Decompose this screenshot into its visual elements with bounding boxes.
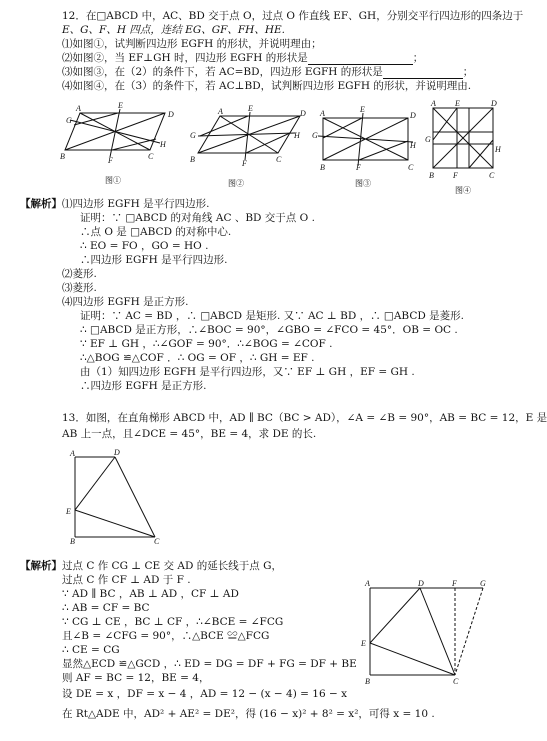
svg-text:C: C bbox=[489, 171, 495, 180]
svg-text:E: E bbox=[66, 507, 71, 516]
sol12-line1: 【解析】⑴四边形 EGFH 是平行四边形. bbox=[20, 198, 210, 210]
sol12-line9: 证明：∵ AC = BD ，∴ □ABCD 是矩形. 又∵ AC ⊥ BD ，∴ □ABCD 是菱形. bbox=[80, 310, 464, 322]
sol13-line2: 过点 C 作 CF ⊥ AD 于 F . bbox=[62, 574, 191, 586]
figure-1-caption: 图① bbox=[105, 176, 121, 185]
svg-text:G: G bbox=[480, 579, 486, 588]
sol13-line9: 则 AF = BC = 12，BE = 4， bbox=[62, 672, 210, 684]
svg-text:C: C bbox=[453, 677, 459, 686]
sol12-line13: 由（1）知四边形 EGFH 是平行四边形，又∵ EF ⊥ GH ，EF = GH . bbox=[80, 366, 415, 378]
sol13-line4: ∴ AB = CF = BC bbox=[62, 602, 150, 614]
svg-text:B: B bbox=[365, 677, 370, 686]
svg-text:G: G bbox=[66, 116, 72, 125]
q12-part2: ⑵如图②，当 EF⊥GH 时，四边形 EGFH 的形状是 ； bbox=[62, 52, 424, 64]
svg-text:B: B bbox=[70, 537, 75, 546]
svg-text:A: A bbox=[365, 579, 370, 588]
sol13-line6: 且∠B = ∠CFG = 90°，∴△BCE ≌△FCG bbox=[62, 630, 270, 642]
svg-text:G: G bbox=[190, 131, 196, 140]
svg-text:D: D bbox=[410, 111, 416, 120]
svg-text:A: A bbox=[320, 109, 325, 118]
q12-part4: ⑷如图④，在（3）的条件下，若 AC⊥BD，试判断四边形 EGFH 的形状，并说明理由. bbox=[62, 80, 472, 92]
sol12-line4: ∴ EO = FO ，GO = HO . bbox=[80, 240, 209, 252]
q13-line2: AB 上一点，且∠DCE = 45°，BE = 4，求 DE 的长. bbox=[62, 428, 317, 440]
sol13-line10: 设 DE = x ，DF = x − 4 ，AD = 12 − (x − 4) = 16 − x bbox=[62, 688, 348, 700]
figure-1 bbox=[60, 101, 185, 165]
svg-text:C: C bbox=[148, 152, 154, 161]
sol13-line7: ∴ CE = CG bbox=[62, 644, 120, 656]
svg-text:A: A bbox=[76, 104, 81, 113]
figure-3 bbox=[312, 105, 418, 172]
svg-text:F: F bbox=[452, 579, 457, 588]
figure-q13 bbox=[66, 448, 160, 546]
sol12-line14: ∴四边形 EGFH 是正方形. bbox=[80, 380, 207, 392]
svg-text:A: A bbox=[431, 99, 436, 108]
sol12-line6: ⑵菱形. bbox=[62, 268, 97, 280]
sol12-line2: 证明：∵ □ABCD 的对角线 AC 、BD 交于点 O . bbox=[80, 212, 315, 224]
svg-text:B: B bbox=[320, 163, 325, 172]
svg-text:H: H bbox=[294, 131, 300, 140]
svg-text:D: D bbox=[114, 448, 120, 457]
q12-part1: ⑴如图①，试判断四边形 EGFH 的形状，并说明理由； bbox=[62, 38, 322, 50]
svg-text:D: D bbox=[491, 99, 497, 108]
svg-text:A: A bbox=[70, 449, 75, 458]
svg-text:D: D bbox=[168, 110, 174, 119]
svg-text:F: F bbox=[108, 156, 113, 165]
sol12-line5: ∴四边形 EGFH 是平行四边形. bbox=[80, 254, 228, 266]
svg-text:G: G bbox=[425, 135, 431, 144]
svg-text:E: E bbox=[360, 105, 365, 114]
svg-text:H: H bbox=[410, 141, 416, 150]
q13-line1: 13．如图，在直角梯形 ABCD 中，AD ∥ BC（BC > AD），∠A = ∠B = 90°，AB = BC = 12，E 是 bbox=[62, 412, 547, 424]
svg-text:C: C bbox=[154, 537, 160, 546]
figure-2 bbox=[190, 104, 310, 168]
svg-text:F: F bbox=[453, 171, 458, 180]
sol12-line7: ⑶菱形. bbox=[62, 282, 97, 294]
svg-text:G: G bbox=[312, 131, 318, 140]
svg-text:E: E bbox=[361, 639, 366, 648]
q12-head: 12．在□ABCD 中，AC、BD 交于点 O，过点 O 作直线 EF、GH，分别交平行四边形的四条边于 bbox=[62, 10, 524, 22]
svg-text:E: E bbox=[118, 101, 123, 110]
svg-text:C: C bbox=[408, 163, 414, 172]
svg-text:A: A bbox=[218, 107, 223, 116]
sol13-line8: 显然△ECD ≌△GCD ，∴ ED = DG = DF + FG = DF + BE bbox=[62, 658, 357, 670]
svg-text:H: H bbox=[495, 145, 501, 154]
figure-3-caption: 图③ bbox=[355, 179, 371, 188]
svg-text:D: D bbox=[418, 579, 424, 588]
sol13-line1: 【解析】过点 C 作 CG ⊥ CE 交 AD 的延长线于点 G， bbox=[20, 560, 282, 572]
svg-text:B: B bbox=[429, 171, 434, 180]
svg-text:E: E bbox=[248, 104, 253, 113]
q12-part3: ⑶如图③，在（2）的条件下，若 AC=BD，四边形 EGFH 的形状是 ； bbox=[62, 66, 474, 78]
sol13-line3: ∵ AD ∥ BC ，AB ⊥ AD ，CF ⊥ AD bbox=[62, 588, 239, 600]
sol13-line5: ∵ CG ⊥ CE ，BC ⊥ CF ，∴∠BCE = ∠FCG bbox=[62, 616, 284, 628]
figure-4 bbox=[425, 100, 500, 180]
svg-text:C: C bbox=[276, 155, 282, 164]
sol12-line3: ∴点 O 是 □ABCD 的对称中心. bbox=[80, 226, 232, 238]
figure-sol13 bbox=[361, 579, 495, 690]
sol12-line11: ∵ EF ⊥ GH ，∴∠GOF = 90°．∴∠BOG = ∠COF . bbox=[80, 338, 333, 350]
sol12-line8: ⑷四边形 EGFH 是正方形. bbox=[62, 296, 189, 308]
svg-text:B: B bbox=[60, 152, 65, 161]
figure-4-caption: 图④ bbox=[455, 186, 471, 195]
svg-text:F: F bbox=[242, 159, 247, 168]
sol12-line12: ∴△BOG ≌△COF ．∴ OG = OF ，∴ GH = EF . bbox=[80, 352, 315, 364]
sol12-line10: ∴ □ABCD 是正方形，∴∠BOC = 90°，∠GBO = ∠FCO = 45°．OB = OC . bbox=[80, 324, 458, 336]
q12-head2: E、G、F、H 四点，连结 EG、GF、FH、HE. bbox=[62, 24, 285, 36]
figure-2-caption: 图② bbox=[228, 179, 244, 188]
svg-text:F: F bbox=[356, 163, 361, 172]
sol13-line11: 在 Rt△ADE 中，AD² + AE² = DE²，得 (16 − x)² + 8² = x²，可得 x = 10 . bbox=[62, 708, 435, 720]
svg-text:B: B bbox=[190, 155, 195, 164]
svg-text:H: H bbox=[160, 140, 166, 149]
svg-text:E: E bbox=[455, 99, 460, 108]
svg-text:D: D bbox=[300, 109, 306, 118]
